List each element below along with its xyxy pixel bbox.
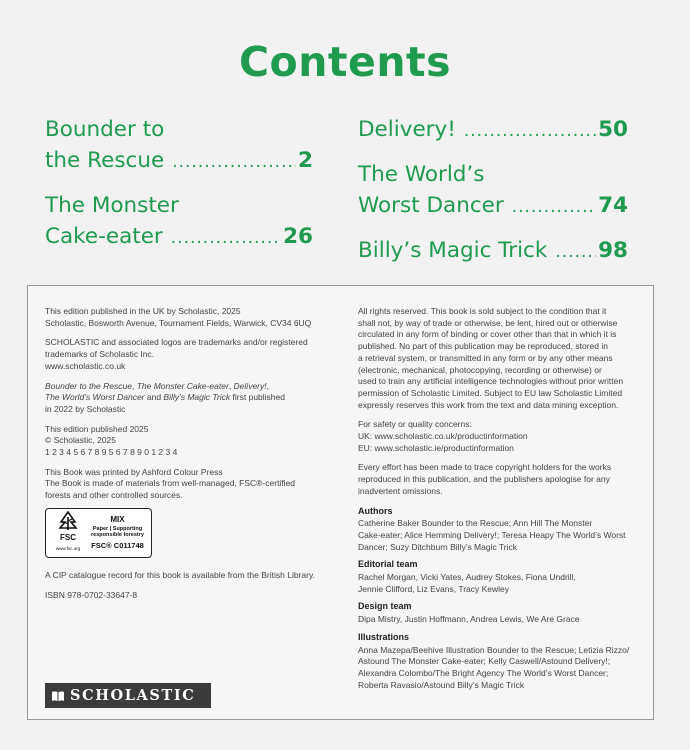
book-title: Bounder to the Rescue	[45, 380, 132, 391]
printing-line: 1 2 3 4 5 6 7 8 9 5 6 7 8 9 0 1 2 3 4	[45, 447, 178, 458]
toc-entry-magic-trick[interactable]	[358, 235, 628, 268]
publisher-address: Scholastic, Bosworth Avenue, Tournament Fields, Warwick, CV34 6UQ	[45, 317, 312, 328]
toc-entry-title: the Rescue	[45, 148, 165, 173]
publisher-website-link[interactable]: www.scholastic.co.uk	[45, 360, 126, 371]
rights-line: used to train any artificial intelligence technologies without prior written	[358, 376, 624, 387]
authors-line: Catherine Baker Bounder to the Rescue; Ann Hill The Monster	[358, 518, 593, 529]
first-published-text: first published	[230, 392, 285, 403]
first-published-text: in 2022 by Scholastic	[45, 403, 126, 414]
printer-line: This Book was printed by Ashford Colour Press	[45, 466, 223, 477]
toc-page-number: 98	[598, 238, 628, 263]
toc-page-number: 50	[598, 117, 628, 142]
authors-line: Cake-eater; Alice Hemming Delivery!; Teresa Heapy The World’s Worst	[358, 529, 626, 540]
toc-entry-title: Bounder to	[45, 117, 165, 142]
design-section	[358, 601, 648, 625]
toc-left-column	[45, 114, 313, 254]
rights-line: shall not, by way of trade or otherwise, be lent, hired out or otherwise	[358, 317, 618, 328]
toc-entry-worst-dancer[interactable]	[358, 159, 628, 223]
trademark-line: SCHOLASTIC and associated logos are trademarks and/or registered	[45, 337, 308, 348]
toc-page-number: 74	[598, 193, 628, 218]
safety-heading: For safety or quality concerns:	[358, 419, 472, 430]
copyright-right-column	[358, 306, 648, 697]
copyright-left-column	[45, 306, 345, 609]
edition-year: This edition published 2025	[45, 423, 149, 434]
isbn: ISBN 978-0702-33647-8	[45, 589, 138, 600]
fsc-details	[89, 514, 146, 551]
eu-product-info-link[interactable]: EU: www.scholastic.ie/productinformation	[358, 442, 514, 453]
section-heading: Authors	[358, 505, 393, 516]
rights-line: expressly reserves this work from the text and data mining exception.	[358, 399, 619, 410]
fsc-certification-badge	[45, 508, 152, 558]
rights-line: All rights reserved. This book is sold subject to the condition that it	[358, 306, 607, 316]
fsc-mix-label: MIX	[110, 515, 125, 525]
toc-leader-dots	[555, 237, 596, 268]
toc-right-column	[358, 114, 628, 268]
toc-leader-dots	[512, 192, 596, 223]
safety-contacts	[358, 419, 648, 454]
copyright-holders-note	[358, 462, 648, 497]
toc-entry-title: Billy’s Magic Trick	[358, 238, 548, 263]
page-title: Contents	[238, 38, 452, 86]
illustrations-line: Anna Mazepa/Beehive Illustration Bounder to the Rescue; Letizia Rizzo/	[358, 644, 630, 655]
toc-entry-bounder[interactable]	[45, 114, 313, 178]
trademark-info	[45, 337, 345, 372]
copyright-box	[27, 285, 654, 720]
rights-line: a retrieval system, or transmitted in any form or by any other means	[358, 352, 613, 363]
authors-line: Dancer; Suzy Ditchburn Billy’s Magic Trick	[358, 541, 518, 552]
illustrations-line: Roberta Ravasio/Astound Billy’s Magic Trick	[358, 679, 525, 690]
section-heading: Illustrations	[358, 631, 410, 642]
fsc-paper-label: responsible forestry	[91, 532, 144, 539]
illustrations-line: Alexandra Colombo/The Bright Agency The World’s Worst Dancer;	[358, 667, 609, 678]
book-title: Billy’s Magic Trick	[163, 392, 231, 403]
copyright-notice: © Scholastic, 2025	[45, 435, 116, 446]
toc-leader-dots	[171, 223, 281, 254]
note-line: Every effort has been made to trace copyright holders for the works	[358, 462, 612, 473]
toc-entry-title: Delivery!	[358, 117, 456, 142]
scholastic-logo	[45, 683, 211, 708]
open-book-icon	[51, 689, 65, 703]
editorial-line: Rachel Morgan, Vicki Yates, Audrey Stokes, Fiona Undrill,	[358, 572, 576, 583]
rights-line: permission of Scholastic Limited. Subject to EU law Scholastic Limited	[358, 387, 623, 398]
toc-page-number: 2	[298, 148, 313, 173]
toc-entry-title: Cake-eater	[45, 224, 163, 249]
illustrations-section	[358, 632, 648, 692]
editorial-section	[358, 559, 648, 595]
fsc-tree-icon	[57, 511, 79, 531]
toc-entry-title: The World’s	[358, 162, 485, 187]
toc-entry-monster[interactable]	[45, 190, 313, 254]
toc-page-number: 26	[283, 224, 313, 249]
cip-record: A CIP catalogue record for this book is available from the British Library.	[45, 569, 315, 580]
rights-reserved	[358, 306, 648, 411]
fsc-logo	[51, 511, 85, 555]
editorial-line: Jennie Clifford, Liz Evans, Tracy Kewley	[358, 583, 510, 594]
toc-entry-delivery[interactable]	[358, 114, 628, 147]
rights-line: (electronic, mechanical, photocopying, recording or otherwise) or	[358, 364, 602, 375]
book-title: The Monster Cake-eater	[136, 380, 229, 391]
fsc-url: www.fsc.org	[55, 546, 81, 552]
materials-line: The Book is made of materials from well-managed, FSC®-certified	[45, 478, 296, 489]
toc-entry-title: Worst Dancer	[358, 193, 504, 218]
note-line: inadvertent omissions.	[358, 485, 443, 496]
materials-line: forests and other controlled sources.	[45, 490, 183, 501]
book-title: The World’s Worst Dancer	[45, 392, 145, 403]
rights-line: published. No part of this publication may be reproduced, stored in	[358, 341, 608, 352]
edition-year-info	[45, 424, 345, 459]
fsc-license-code: FSC® C011748	[91, 540, 144, 550]
toc-leader-dots	[464, 116, 596, 147]
toc-leader-dots	[172, 147, 296, 178]
section-heading: Editorial team	[358, 559, 418, 570]
toc-entry-title: The Monster	[45, 193, 179, 218]
authors-section	[358, 506, 648, 554]
section-heading: Design team	[358, 601, 412, 612]
fsc-paper-label: Paper | Supporting	[92, 525, 143, 532]
logo-wordmark: SCHOLASTIC	[70, 687, 196, 704]
uk-product-info-link[interactable]: UK: www.scholastic.co.uk/productinformation	[358, 431, 528, 442]
edition-info	[45, 306, 345, 329]
first-published-info: Bounder to the Rescue, The Monster Cake-eater, Delivery!, The World’s Worst Dancer and Billy’s Magic Trick first published in 2022 by Scholastic	[45, 380, 285, 414]
illustrations-line: Astound The Monster Cake-eater; Kelly Caswell/Astound Delivery!;	[358, 656, 611, 667]
rights-line: circulated in any form of binding or cover other than that in which it is	[358, 329, 617, 340]
design-line: Dipa Mistry, Justin Hoffmann, Andrea Lewis, We Are Grace	[358, 614, 580, 625]
note-line: reproduced in this publication, and the publishers apologise for any	[358, 474, 610, 485]
printer-info	[45, 467, 345, 502]
trademark-line: trademarks of Scholastic Inc.	[45, 349, 155, 360]
edition-line: This edition published in the UK by Scholastic, 2025	[45, 306, 241, 316]
book-title: Delivery!	[233, 380, 267, 391]
fsc-mark-text: FSC	[60, 532, 76, 542]
